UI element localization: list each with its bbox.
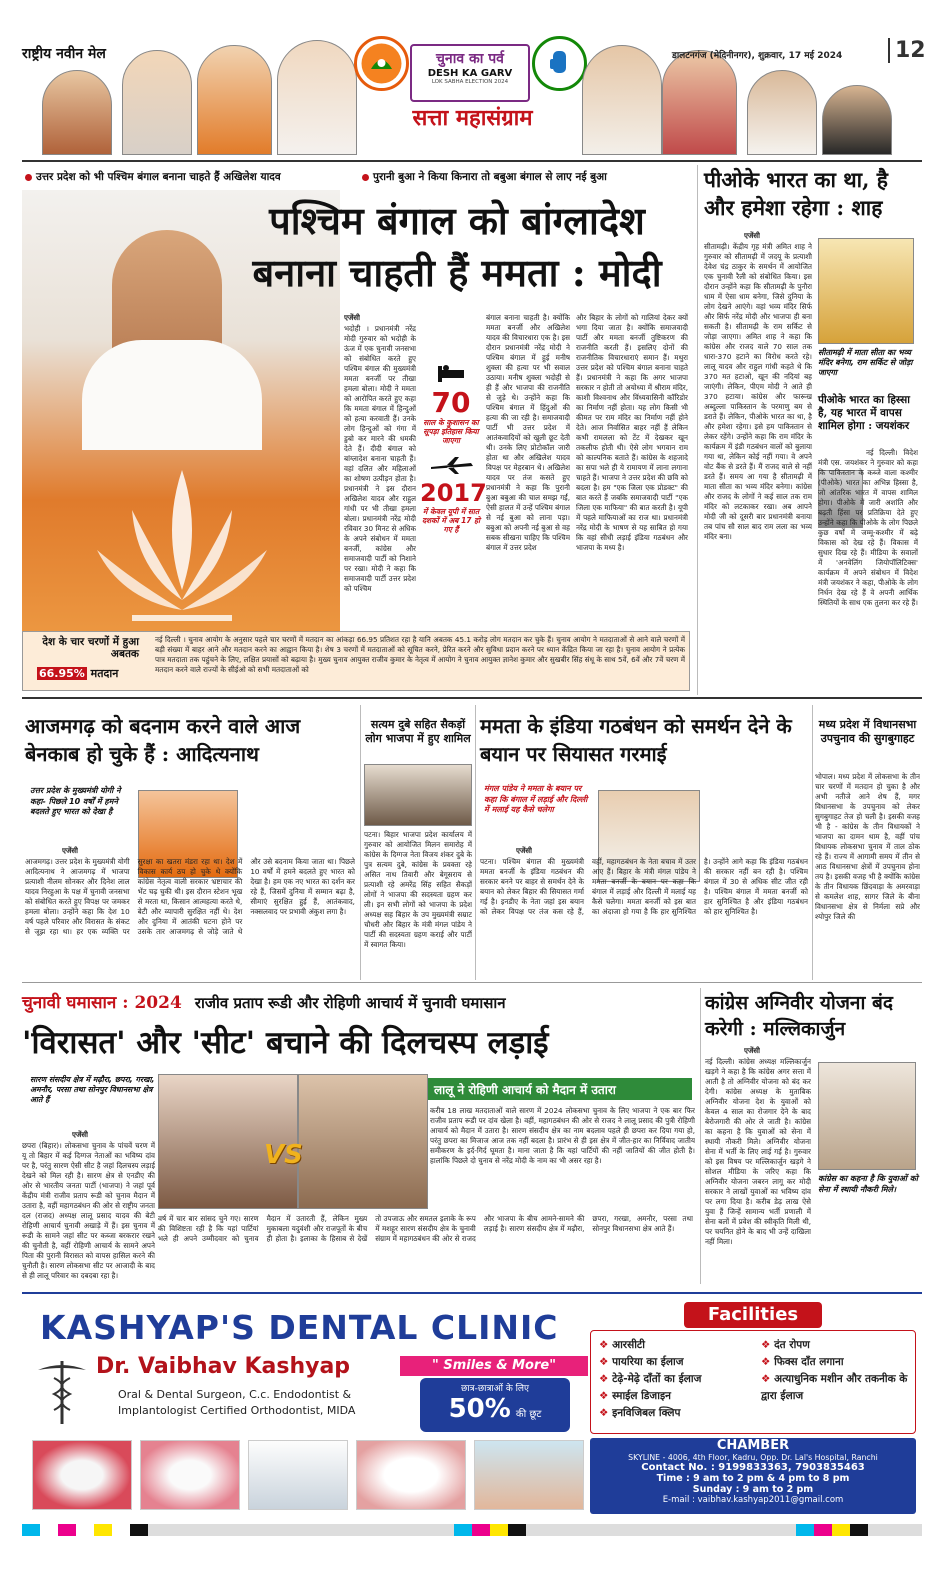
chamber-time: Time : 9 am to 2 pm & 4 pm to 8 pm — [656, 1473, 850, 1484]
offer-label: छात्र-छात्राओं के लिए — [460, 1384, 530, 1394]
mamata-headline: ममता के इंडिया गठबंधन को समर्थन देने के बयान पर सियासत गरमाई — [480, 714, 792, 766]
jaishankar-headline: पीओके भारत का हिस्सा है, यह भारत में वापस शामिल होगा : जयशंकर — [818, 394, 910, 432]
info-line2: साल के कुशासन का सूपड़ा इतिहास किया जाएगा — [423, 418, 479, 445]
doctor-name: Dr. Vaibhav Kashyap — [96, 1354, 351, 1379]
bjp-logo-icon — [354, 36, 409, 91]
shah-caption: सीतामढ़ी में माता सीता का भव्य मंदिर बनेगा, राम सर्किट से जोड़ा जाएगा — [818, 348, 913, 377]
facility-item: ❖ आरसीटी — [599, 1339, 645, 1351]
shah-agency: एजेंसी — [744, 231, 761, 240]
offer-value-line: 50% की छूट — [448, 1394, 542, 1424]
azamgarh-headline: आजमगढ़ को बदनाम करने वाले आज बेनकाब हो चुके हैं : आदित्यनाथ — [25, 714, 301, 766]
kharge-photo — [818, 1062, 916, 1170]
saran-photo-text: करीब 18 लाख मतदाताओं वाले सारण में 2024 लोकसभा चुनाव के लिए भाजपा ने एक बार फिर राजीव प्रताप रूडी पर दांव खेला है। वहीं, महागठबंधन की ओर से राजद ने लालू प्रसाद की पुत्री रोहिणी आचार्य को मैदान में उतारा है। सारण संसदीय क्षेत्र का नाम बदलाव पहले ही छपरा कर दिया गया हो, परंतु छपरा का मिजाज आज तक नहीं बदला है। प्रारंभ से ही इस क्षेत्र में जीत-हार का निर्विवाद जातीय समीकरण के इर्द-गिर्द घूमता है। माना जाता है कि यहां पार्टियों की नहीं जातियों की जीत होती है। हालांकि पिछले दो चुनाव से नरेंद्र मोदी के नाम का भी असर रहा है। — [430, 1106, 695, 1165]
leader-photo-2 — [122, 50, 192, 155]
gum-image — [140, 1440, 240, 1510]
mamata-agency: एजेंसी — [516, 846, 533, 855]
lead-col2: बंगाल बनाना चाहती है। क्योंकि ममता बनर्जी और अखिलेश यादव की विचारधारा एक है। इस दौरान प्रधानमंत्री नरेंद्र मोदी ने पश्चिम बंगाल में हुई मनीष शुक्ला की हत्या पर भी सवाल उठाया। मनीष शुक्ला भदोही से ही हैं और भाजपा की राजनीति से जुड़े थे। उन्होंने कहा कि पश्चिम बंगाल में हिंदुओं की हत्या की जा रही है। समाजवादी पार्टी भी उत्तर प्रदेश में आतंकवादियों को खुली छूट देती थी। उनके लिए प्रोटोकॉल जारी होता था और अखिलेश यादव विपक्ष पर मेहरबान थे। अखिलेश यादव पर तंज कसते हुए प्रधानमंत्री ने कहा कि पुरानी बुआ बबुआ की चाल समझ गईं, ऐसी हालत में उन्हें पश्चिम बंगाल से नई बुआ को लाना पड़ा। बबुआ को अपनी नई बुआ से वह सबक सीखना चाहिए कि पश्चिम बंगाल में उत्तर प्रदेश — [486, 313, 570, 552]
jaishankar-text: नई दिल्ली। विदेश मंत्री एस. जयशंकर ने गुरुवार को कहा कि पाकिस्तान के कब्जे वाला कश्मीर (पीओके) भारत का अभिन्न हिस्सा है, जो आंतरिक भारत में वापस शामिल होगा। पीओके में जारी अशांति और बढ़ती हिंसा पर प्रतिक्रिया देते हुए उन्होंने कहा कि पीओके के लोग पिछले कुछ वर्षों में जम्मू-कश्मीर में बढ़े विकास को देख रहे हैं। विकास में सुधार दिख रहे हैं। मीडिया के सवालों में 'अनवेलिंग जियोपॉलिटिक्स' कार्यक्रम में अपने संबोधन में विदेश मंत्री जयशंकर ने कहा, पीओके के लोग निर्धन देख रहे हैं वे अपनी आर्थिक स्थितियों के साथ एक तुलना कर रहे हैं। — [818, 448, 918, 607]
logo-top: चुनाव का पर्व — [436, 51, 504, 67]
info-line4: में केवल यूपी में सात दशकों में अब 17 हो गए हैं — [421, 507, 481, 534]
facility-item: ❖ फिक्स दाँत लगाना — [761, 1356, 844, 1368]
leader-photo-7 — [747, 70, 817, 155]
shah-headline: पीओके भारत का था, है और हमेशा रहेगा : शाह — [704, 167, 888, 220]
turnout-figure: 66.95% मतदान — [39, 667, 119, 680]
turnout-label: देश के चार चरणों में हुआ अबतक — [42, 636, 139, 660]
facility-item: ❖ पायरिया का ईलाज — [599, 1356, 684, 1368]
satyam-photo — [364, 764, 472, 826]
chamber-address: SKYLINE - 4006, 4th Floor, Kadru, Opp. Dr. Lal's Hospital, Ranchi — [628, 1453, 878, 1462]
saran-agency: एजेंसी — [72, 1130, 89, 1139]
election-title: राजीव प्रताप रूडी और रोहिणी आचार्य में चुनावी घमासान — [194, 994, 506, 1012]
dental-ad — [22, 1292, 922, 1520]
section-title: सत्ता महासंग्राम — [412, 105, 533, 131]
masthead — [22, 30, 926, 158]
smile-image — [356, 1440, 466, 1510]
date-line: डालटनगंज (मेदिनीनगर), शुक्रवार, 17 मई 2024 — [672, 51, 843, 61]
facilities-title: Facilities — [684, 1302, 822, 1328]
chamber-email: E-mail : vaibhav.kashyap2011@gmail.com — [662, 1495, 844, 1505]
bed-icon — [436, 362, 466, 384]
leader-photo-6 — [662, 50, 737, 155]
saran-headline: 'विरासत' और 'सीट' बचाने की दिलचस्प लड़ाई — [22, 1025, 549, 1061]
ticker-2: पुरानी बुआ ने किया किनारा तो बबुआ बंगाल से लाए नई बुआ — [362, 170, 607, 184]
patient-image — [474, 1440, 584, 1510]
chamber-title: CHAMBER — [716, 1438, 790, 1453]
kharge-agency: एजेंसी — [744, 1046, 761, 1055]
implant-image — [248, 1440, 348, 1510]
lotus-icon — [92, 450, 272, 650]
facility-item: ❖ दंत रोपण — [761, 1339, 810, 1351]
leader-photo-5 — [582, 45, 662, 155]
congress-logo-icon — [532, 36, 587, 91]
shah-text: सीतामढ़ी। केंद्रीय गृह मंत्री अमित शाह ने गुरुवार को सीतामढ़ी में जदयू के प्रत्याशी देवेश चंद्र ठाकुर के समर्थन में आयोजित एक चुनावी रैली को संबोधित किया। इस दौरान उन्होंने कहा कि सीतामढ़ी के पुनौरा धाम में ऐसा धाम बनेगा, जिसे दुनिया के लोग देखने आएंगे। वहां भव्य मंदिर सिर्फ और सिर्फ नरेंद्र मोदी और भाजपा ही बना सकती है। सीतामढ़ी के राम सर्किट से जोड़ा जाएगा। अमित शाह ने कहा कि कांग्रेस और राजद वाले 70 साल तक धारा-370 हटाने का विरोध करते रहे। लालू यादव और राहुल गांधी कहते थे कि 370 मत हटाओ, खून की नदियां बह जाएंगी। लेकिन, पीएम मोदी ने आते ही 370 हटाया। कांग्रेस और फारूख अब्दुल्ला पाकिस्तान के परमाणु बम से डराते हैं। लेकिन, पीओके भारत का था, है और हमेशा रहेगा। इसे हम पाकिस्तान से लेकर रहेंगे। उन्होंने कहा कि राम मंदिर के कार्यक्रम में इंडी गठबंधन वालों को बुलाया गया था, लेकिन कोई नहीं गया। वे अपने वोट बैंक से डरते हैं। मैं राजद वाले से नहीं डरते हैं। समय आ गया है सीतामढ़ी में माता सीता का भव्य मंदिर बनेगा। कांग्रेस और राजद के लोगों ने कई साल तक राम मंदिर को लटकाकर रखा। अब आपने मोदी जी को दूसरी बार प्रधानमंत्री बनाया तब पांच सौ साल बाद राम लला का भव्य मंदिर बना। — [704, 242, 812, 541]
tagline: " Smiles & More" — [400, 1356, 588, 1376]
satyam-text: पटना। बिहार भाजपा प्रदेश कार्यालय में गुरुवार को आयोजित मिलन समारोह में कांग्रेस के दिग्गज नेता विजय शंकर दुबे के पुत्र सत्यम दुबे, कांग्रेस के प्रवक्ता रहे असित नाथ तिवारी और बेगूसराय से प्रत्याशी रहे अमरेंद्र सिंह सहित सैकड़ों लोगों ने भाजपा की सदस्यता ग्रहण कर ली। इन सभी लोगों को भाजपा के प्रदेश अध्यक्ष सह बिहार के उप मुख्यमंत्री सम्राट चौधरी और बिहार के मंत्री मंगल पांडेय ने पार्टी की सदस्यता ग्रहण कराई और पार्टी में स्वागत किया। — [364, 830, 472, 949]
facilities-left — [599, 1337, 701, 1422]
facilities-right — [761, 1337, 911, 1405]
election-logo — [410, 44, 530, 102]
election-bar — [22, 990, 702, 1018]
lead-col3: और बिहार के लोगों को गालियां देकर क्यों भगा दिया जाता है। क्योंकि समाजवादी पार्टी और ममता बनर्जी तुष्टिकरण की राजनीति करती हैं। इसलिए दोनों की राजनीतिक विचारधाराएं समान हैं। मथुरा उत्तर प्रदेश को पश्चिम बंगाल बनाना चाहते हैं। प्रधानमंत्री ने कहा कि अगर भाजपा सरकार न होती तो अयोध्या में श्रीराम मंदिर, काशी विश्वनाथ और विंध्यवासिनी कॉरिडोर का निर्माण नहीं होता। यह लोग किसी भी कीमत पर राम मंदिर का निर्माण नहीं होने देते। आज निर्वासित बाहर नहीं हैं लेकिन कभी रामलला को टेंट में देखकर खून तकलीफ होती थी। ऐसे लोग भगवान राम को काल्पनिक बताते हैं। कांग्रेस के शहजादे का सपा भले ही ये रामायण में लाना लगाना चाहते हैं। भाजपा ने उत्तर प्रदेश की छवि को बदला है। हम "एक जिला एक प्रोडक्ट" की बात करते हैं जबकि समाजवादी पार्टी "एक जिला एक माफिया" की बात करती है। यूपी में पहले माफियाओं का राज था। प्रधानमंत्री नरेंद्र मोदी के भाषण से यह साबित हो गया कि वहां सीधी लड़ाई इंडिया गठबंधन और भाजपा के मध्य है। — [576, 313, 688, 552]
chamber-sunday: Sunday : 9 am to 2 pm — [692, 1484, 814, 1495]
saran-text-2: वर्ष में चार बार सांसद चुने गए। सारण की विशिष्टता रही है कि यहां पार्टियां भले ही अपने उम्मीदवार को चुनाव मैदान में उतारती हैं, लेकिन मुख्य मुकाबला यदुवंशी और राजपूतों के बीच ही होता है। इलाका के हिसाब से देखें तो उपजाऊ और समतल इलाके के रूप में मशहूर सारण संसदीय क्षेत्र के चुनावी संग्राम में महागठबंधन की ओर से राजद और भाजपा के बीच आमने-सामने की लड़ाई है। सारण संसदीय क्षेत्र में मढ़ौरा, छपरा, गरखा, अमनौर, परसा तथा सोनपुर विधानसभा क्षेत्र आते हैं। — [158, 1214, 693, 1243]
info-line3: 2017 — [420, 479, 487, 507]
denture-image — [32, 1440, 132, 1510]
shah-photo — [818, 238, 914, 344]
color-registration-bar — [22, 1524, 922, 1536]
logo-en: DESH KA GARV — [427, 68, 513, 79]
info-line1: 70 — [431, 386, 471, 419]
mamata-text: पटना। पश्चिम बंगाल की मुख्यमंत्री ममता बनर्जी के इंडिया गठबंधन की सरकार बनने पर बाहर से समर्थन देने के बयान को लेकर बिहार की सियासत गर्मा गई है। इनडीए के नेता जहां इस बयान को लेकर विपक्ष पर तंज कस रहे हैं, वहीं, महागठबंधन के नेता बचाव में उतर आए हैं। बिहार के मंत्री मंगल पांडेय ने ममता बनर्जी के बयान पर कहा कि बंगाल में लड़ाई और दिल्ली में मलाई यह कैसे चलेगा। ममता बनर्जी को इस बात का अंदाजा हो गया है कि हार सुनिश्चित है। उन्होंने आगे कहा कि इंडिया गठबंधन की सरकार नहीं बन रही है। पश्चिम बंगाल में 30 से अधिक सीट जीत रही है। पश्चिम बंगाल में ममता बनर्जी को हार सुनिश्चित है और इंडिया गठबंधन को हार सुनिश्चित है। — [480, 857, 808, 916]
clinic-name: KASHYAP'S DENTAL CLINIC — [40, 1308, 559, 1347]
facility-item: ❖ स्माईल डिजाइन — [599, 1390, 671, 1402]
mp-text: भोपाल। मध्य प्रदेश में लोकसभा के तीन चार चरणों में मतदान हो चुका है और अभी नतीजे आने शेष हैं, मगर विधानसभा के उपचुनाव को लेकर सुगबुगाहट तेज हो चली है। इसकी वजह भी है - कांग्रेस के तीन विधायकों ने भाजपा का दामन थाम है, वहीं पांच विधायक लोकसभा चुनाव में ताल ठोक रहे हैं। राज्य में आगामी समय में तीन से आठ विधानसभा क्षेत्रों में उपचुनाव होना तय है। इसकी वजह भी है क्योंकि कांग्रेस के तीन विधायक छिंदवाड़ा के अमरवाड़ा से कमलेश शाह, सागर जिले के बीना विधानसभा क्षेत्र से निर्मला सप्रे और श्योपुर जिले की — [815, 772, 920, 921]
leader-photo-3 — [197, 45, 272, 155]
lead-agency: एजेंसी — [344, 313, 361, 322]
azamgarh-text: आजमगढ़। उत्तर प्रदेश के मुख्यमंत्री योगी आदित्यनाथ ने आजमगढ़ में भाजपा प्रत्याशी नीलम सोनकर और दिनेश लाल यादव निरहुआ के पक्ष में चुनावी जनसभा को संबोधित करते हुए विपक्ष पर जमकर हमला बोला। उन्होंने कहा कि देश 10 वर्ष पहले परिवार और विरासत के संकट से जूझ रहा था। हर एक व्यक्ति पर सुरक्षा का खतरा मंडरा रहा था। देश में विकास कार्य ठप हो चुके थे क्योंकि कांग्रेस नेतृत्व वाली सरकार भ्रष्टाचार की भेंट चढ़ चुकी थी। इस दौरान स्टेशन भूख से मरता था, किसान आत्महत्या करते थे, बेटी और व्यापारी सुरक्षित नहीं थे। देश और दुनिया में आतंकी घटना होने पर उसके तार आजमगढ़ से जोड़े जाते थे और उसे बदनाम किया जाता था। पिछले 10 वर्षों में हमने बदलते हुए भारत को देखा है। हम एक नए भारत का दर्शन कर रहे हैं, जिसमें दुनिया में सम्मान बढ़ा है, सीमाएं सुरक्षित हुई हैं, आतंकवाद, नक्सलवाद पर प्रभावी अंकुश लगा है। — [25, 857, 355, 936]
facility-item: ❖ इनविजिबल क्लिप — [599, 1407, 681, 1419]
azamgarh-agency: एजेंसी — [62, 846, 79, 855]
caduceus-icon — [32, 1356, 92, 1426]
page-number: 12 — [888, 38, 926, 63]
saran-kicker: सारण संसदीय क्षेत्र में मढ़ौरा, छपरा, गरखा, अमनौर, परसा तथा सोनपुर विधानसभा क्षेत्र आते हैं — [30, 1075, 155, 1104]
ticker-1: उत्तर प्रदेश को भी पश्चिम बंगाल बनाना चाहते हैं अखिलेश यादव — [25, 170, 281, 184]
saran-photo-banner: लालू ने रोहिणी आचार्य को मैदान में उतारा — [428, 1078, 692, 1100]
plane-icon — [429, 455, 473, 475]
saran-text-1: छपरा (बिहार)। लोकसभा चुनाव के पांचवें चरण में यू तो बिहार में कई दिग्गज नेताओं का भविष्य दांव पर है, परंतु सारण ऐसी सीट है जहां दिलचस्प लड़ाई देखने को मिल रही है। सारण क्षेत्र से एनडीए की ओर से भारतीय जनता पार्टी (भाजपा) ने जहां पूर्व केंद्रीय मंत्री राजीव प्रताप रूडी को चुनाव मैदान में उतारा है, वहीं महागठबंधन की ओर से राष्ट्रीय जनता दल (राजद) अध्यक्ष लालू प्रसाद यादव की बेटी रोहिणी आचार्य चुनावी अखाड़े में हैं। इस चुनाव में रूडी के सामने जहां सीट पर कब्जा बरकरार रखने की चुनौती है, वहीं रोहिणी आचार्य के सामने अपने पिता की पुरानी विरासत को वापस हासिल करने की चुनौती है। सारण लोकसभा सीट पर आजादी के बाद से ही लालू परिवार का दबदबा रहा है। — [22, 1141, 155, 1280]
logo-sub: LOK SABHA ELECTION 2024 — [431, 79, 509, 85]
facility-item: ❖ टेढ़े-मेढ़े दाँतों का ईलाज — [599, 1373, 702, 1385]
turnout-text: नई दिल्ली । चुनाव आयोग के अनुसार पहले चार चरणों में मतदान का आंकड़ा 66.95 प्रतिशत रहा है यानि अबतक 45.1 करोड़ लोग मतदान कर चुके हैं। चुनाव आयोग ने मतदाताओं से आने वाले चरणों में बड़ी संख्या में बाहर आने और मतदान करने का आह्वान किया है। शेष 3 चरणों में मतदाताओं को सूचित करने, प्रेरित करने और सुविधा प्रदान करने पर ध्यान केंद्रित किया जा रहा है। चुनाव आयोग ने प्रत्येक पात्र मतदाता तक पहुंचने के लिए, लक्षित प्रयासों को बढ़ाया है। मुख्य चुनाव आयुक्त राजीव कुमार के नेतृत्व में आयोग ने चुनाव आयुक्त ज्ञानेश कुमार और सुखबीर सिंह संधू के साथ 5वें, 6वें और 7वें चरण में मतदान करने वाले राज्यों के सीईओ को सभी मतदाताओं को — [155, 635, 685, 674]
lead-headline-1: पश्चिम बंगाल को बांग्लादेश — [269, 198, 645, 243]
kharge-text: नई दिल्ली। कांग्रेस अध्यक्ष मल्लिकार्जुन खड़गे ने कहा है कि कांग्रेस अगर सत्ता में आती है तो अग्निवीर योजना को बंद कर देगी। कांग्रेस अध्यक्ष के मुताबिक अग्निवीर योजना देश के युवाओं को केवल 4 साल का रोजगार देने के बाद बेरोजगारी की ओर ले जाती है। कांग्रेस का कहना है कि युवाओं को सेना में स्थायी नौकरी मिले। अग्निवीर योजना सेना में भर्ती के लिए लाई गई है। गुरुवार को इस विषय पर मल्लिकार्जुन खड़गे ने सोशल मीडिया के जरिए कहा कि अग्निवीर योजना जबरन लागू कर मोदी सरकार ने लाखों युवाओं का भविष्य दांव पर लगा दिया है। करीब डेढ़ लाख ऐसे युवा हैं जिन्हें सामान्य भर्ती प्रणाली में सेना बलों में प्रवेश की स्वीकृति मिली थी, पर चयनित होने के बाद भी उन्हें दाखिला नहीं मिला। — [705, 1057, 811, 1246]
kharge-caption: कांग्रेस का कहना है कि युवाओं को सेना में स्थायी नौकरी मिले। — [818, 1174, 918, 1194]
turnout-box — [22, 631, 690, 691]
facilities-box — [590, 1330, 916, 1434]
mp-headline: मध्य प्रदेश में विधानसभा उपचुनाव की सुगबुगाहट — [818, 718, 917, 745]
leader-photo-8 — [822, 85, 892, 155]
chamber-box — [590, 1438, 916, 1514]
doctor-qual-1: Oral & Dental Surgeon, C.c. Endodontist & — [118, 1388, 352, 1401]
leader-photo-4 — [277, 40, 357, 155]
info-box — [420, 362, 487, 584]
azamgarh-kicker: उत्तर प्रदेश के मुख्यमंत्री योगी ने कहा- पिछले 10 वर्षों में हमने बदलते हुए भारत को देखा है — [30, 786, 121, 816]
chamber-contact: Contact No. : 9199833363, 7903835463 — [641, 1462, 865, 1473]
rudy-photo — [298, 1074, 428, 1209]
lead-col1: भदोही । प्रधानमंत्री नरेंद्र मोदी गुरुवार को भदोही के ऊंज में एक चुनावी जनसभा को संबोधित करते हुए पश्चिम बंगाल की मुख्यमंत्री ममता बनर्जी पर तीखा हमला बोला। मोदी ने ममता को आरोपित करते हुए कहा कि ममता बंगाल में हिन्दुओं को हत्या करवाती हैं। उनके लोग हिन्दुओं को गंगा में डुबो कर मारने की धमकी देते हैं। दीदी बंगाल को बांग्लादेश बनाना चाहती हैं। वहां दलित और महिलाओं का शोषण उत्पीड़न होता है। प्रधानमंत्री ने इस दौरान अखिलेश यादव और राहुल गांधी पर भी तीखा हमला बोला। प्रधानमंत्री नरेंद्र मोदी रविवार 30 मिनट से अधिक के अपने संबोधन में ममता बनर्जी, कांग्रेस और समाजवादी पार्टी को निशाने पर रखा। मोदी ने कहा कि समाजवादी पार्टी उत्तर प्रदेश को पश्चिम — [344, 324, 416, 593]
leader-photo-1 — [42, 70, 112, 155]
election-tag: चुनावी घमासान : 2024 — [22, 993, 182, 1013]
vs-badge: VS — [264, 1140, 303, 1170]
offer-box — [420, 1378, 570, 1432]
doctor-qual-2: Implantologist Certified Orthodontist, MIDA — [118, 1404, 356, 1417]
satyam-headline: सत्यम दुबे सहित सैकड़ों लोग भाजपा में हुए शामिल — [365, 718, 471, 745]
facility-item: ❖ अत्याधुनिक मशीन और तकनीक के द्वारा ईलाज — [761, 1373, 908, 1402]
paper-name: राष्ट्रीय नवीन मेल — [22, 46, 106, 62]
mamata-kicker: मंगल पांडेय ने ममता के बयान पर कहा कि बंगाल में लड़ाई और दिल्ली में मलाई यह कैसे चलेगा — [484, 784, 588, 814]
lead-headline-2: बनाना चाहती हैं ममता : मोदी — [252, 250, 662, 295]
kharge-headline: कांग्रेस अग्निवीर योजना बंद करेगी : मल्लिकार्जुन — [705, 992, 893, 1040]
